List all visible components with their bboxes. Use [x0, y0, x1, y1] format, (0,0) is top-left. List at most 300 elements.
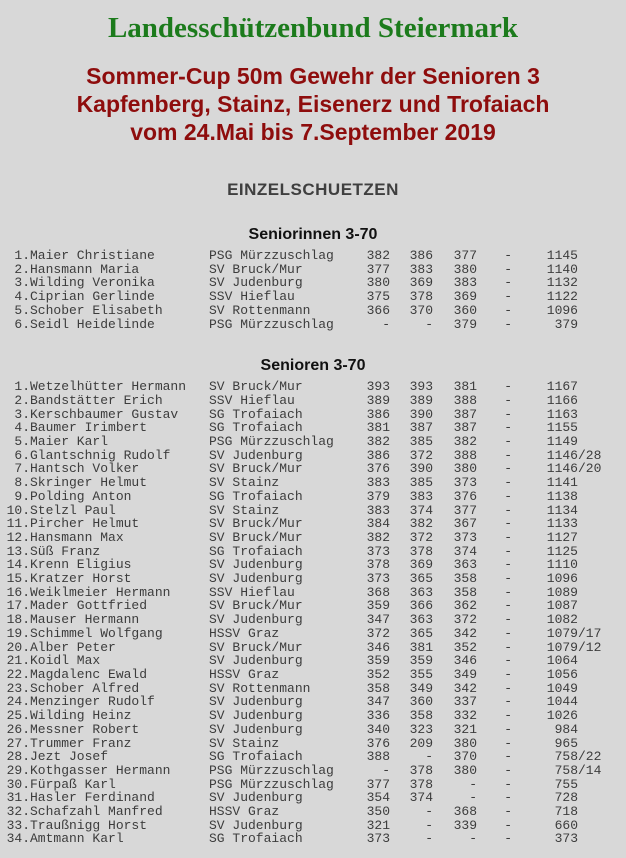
series2-cell: 385: [409, 475, 433, 491]
tiebreak-cell: [578, 476, 626, 490]
series3-cell: 349: [453, 666, 477, 682]
total-cell: 660: [554, 817, 578, 833]
section-heading: Seniorinnen 3-70: [248, 226, 378, 243]
rank-cell: 21.: [6, 653, 30, 669]
results-table: [0, 249, 626, 331]
shooter-name-cell: Amtmann Karl: [30, 831, 124, 847]
series2-cell: 372: [409, 447, 433, 463]
series2-cell: 365: [409, 625, 433, 641]
club-cell: SV Judenburg: [209, 275, 303, 291]
series2-cell: 370: [409, 302, 433, 318]
series3-cell: 387: [453, 406, 477, 422]
total-cell: 1064: [546, 653, 578, 669]
series4-cell: -: [504, 598, 512, 614]
series1-cell: 372: [366, 625, 390, 641]
series2-cell: 366: [409, 598, 433, 614]
tiebreak-cell: [578, 263, 626, 277]
series2-cell: 355: [409, 666, 433, 682]
result-row: [0, 791, 626, 805]
series3-cell: 332: [453, 708, 477, 724]
series1-cell: 376: [366, 735, 390, 751]
series1-cell: 340: [366, 721, 390, 737]
series3-cell: 377: [453, 248, 477, 263]
result-row: [0, 490, 626, 504]
rank-cell: 13.: [6, 543, 30, 559]
club-cell: SV Judenburg: [209, 790, 303, 806]
club-cell: PSG Mürzzuschlag: [209, 434, 334, 450]
series1-cell: 388: [366, 749, 390, 765]
shooter-name-cell: Trummer Franz: [30, 735, 132, 751]
tiebreak-cell: [578, 572, 626, 586]
result-row: [0, 668, 626, 682]
series4-cell: -: [504, 749, 512, 765]
series3-cell: 346: [453, 653, 477, 669]
result-row: [0, 449, 626, 463]
total-cell: 1166: [546, 392, 578, 408]
club-cell: SV Bruck/Mur: [209, 639, 303, 655]
club-cell: SV Judenburg: [209, 612, 303, 628]
series1-cell: 366: [366, 302, 390, 318]
series1-cell: 382: [366, 434, 390, 450]
club-cell: SV Judenburg: [209, 447, 303, 463]
result-row: [0, 682, 626, 696]
club-cell: PSG Mürzzuschlag: [209, 316, 334, 332]
total-cell: 728: [554, 790, 578, 806]
results-page: [0, 12, 626, 846]
tiebreak-cell: [578, 778, 626, 792]
rank-cell: 26.: [6, 721, 30, 737]
series1-cell: 386: [366, 406, 390, 422]
rank-cell: 24.: [6, 694, 30, 710]
series4-cell: -: [504, 420, 512, 436]
result-row: [0, 394, 626, 408]
series4-cell: -: [504, 316, 512, 332]
series1-cell: 358: [366, 680, 390, 696]
total-cell: 1079: [546, 625, 578, 641]
section-heading: Senioren 3-70: [260, 357, 366, 375]
series3-cell: 358: [453, 584, 477, 600]
total-cell: 1149: [546, 434, 578, 450]
series4-cell: -: [504, 275, 512, 291]
series2-cell: 383: [409, 261, 433, 277]
series4-cell: -: [504, 502, 512, 518]
series1-cell: 378: [366, 557, 390, 573]
series2-cell: 393: [409, 379, 433, 395]
result-row: [0, 654, 626, 668]
total-cell: 1140: [546, 261, 578, 277]
series3-cell: -: [469, 831, 477, 847]
club-cell: SV Bruck/Mur: [209, 261, 303, 277]
total-cell: 758: [554, 749, 578, 765]
rank-cell: 19.: [6, 625, 30, 641]
series2-cell: 363: [409, 584, 433, 600]
subtitle-line-3: vom 24.Mai bis 7.September 2019: [130, 119, 496, 145]
result-row: [0, 641, 626, 655]
result-row: [0, 627, 626, 641]
series2-cell: -: [425, 831, 433, 847]
club-cell: SV Bruck/Mur: [209, 529, 303, 545]
total-cell: 1096: [546, 571, 578, 587]
result-row: [0, 476, 626, 490]
shooter-name-cell: Menzinger Rudolf: [30, 694, 155, 710]
series4-cell: -: [504, 447, 512, 463]
rank-cell: 18.: [6, 612, 30, 628]
series1-cell: 381: [366, 420, 390, 436]
total-cell: 718: [554, 804, 578, 820]
series4-cell: -: [504, 516, 512, 532]
club-cell: HSSV Graz: [209, 625, 280, 641]
total-cell: 1122: [546, 289, 578, 305]
series4-cell: -: [504, 694, 512, 710]
series4-cell: -: [504, 461, 512, 477]
rank-cell: 32.: [6, 804, 30, 820]
shooter-name-cell: Ciprian Gerlinde: [30, 289, 155, 305]
series1-cell: 350: [366, 804, 390, 820]
shooter-name-cell: Bandstätter Erich: [30, 392, 163, 408]
club-cell: PSG Mürzzuschlag: [209, 762, 334, 778]
tiebreak-cell: /14: [578, 762, 602, 778]
series2-cell: 390: [409, 406, 433, 422]
series3-cell: 369: [453, 289, 477, 305]
rank-cell: 2.: [14, 261, 30, 277]
result-row: [0, 263, 626, 277]
series1-cell: 376: [366, 461, 390, 477]
shooter-name-cell: Maier Karl: [30, 434, 109, 450]
club-cell: SV Stainz: [209, 735, 280, 751]
tiebreak-cell: /22: [578, 749, 602, 765]
result-row: [0, 276, 626, 290]
result-row: [0, 832, 626, 846]
result-row: [0, 613, 626, 627]
series4-cell: -: [504, 406, 512, 422]
series1-cell: 377: [366, 776, 390, 792]
rank-cell: 11.: [6, 516, 30, 532]
shooter-name-cell: Wetzelhütter Hermann: [30, 379, 187, 395]
shooter-name-cell: Glantschnig Rudolf: [30, 447, 171, 463]
shooter-name-cell: Seidl Heidelinde: [30, 316, 155, 332]
series1-cell: 368: [366, 584, 390, 600]
club-cell: PSG Mürzzuschlag: [209, 248, 334, 263]
total-cell: 1049: [546, 680, 578, 696]
shooter-name-cell: Hansmann Maria: [30, 261, 140, 277]
total-cell: 1127: [546, 529, 578, 545]
tiebreak-cell: [578, 819, 626, 833]
tiebreak-cell: [578, 832, 626, 846]
shooter-name-cell: Kerschbaumer Gustav: [30, 406, 179, 422]
series4-cell: -: [504, 529, 512, 545]
tiebreak-cell: [578, 290, 626, 304]
shooter-name-cell: Schober Elisabeth: [30, 302, 163, 318]
tiebreak-cell: [578, 531, 626, 545]
club-cell: SV Rottenmann: [209, 302, 311, 318]
tiebreak-cell: [578, 545, 626, 559]
series2-cell: 360: [409, 694, 433, 710]
rank-cell: 15.: [6, 571, 30, 587]
series3-cell: 363: [453, 557, 477, 573]
series3-cell: 380: [453, 735, 477, 751]
tiebreak-cell: [578, 421, 626, 435]
shooter-name-cell: Skringer Helmut: [30, 475, 148, 491]
series4-cell: -: [504, 762, 512, 778]
club-cell: HSSV Graz: [209, 804, 280, 820]
series3-cell: 368: [453, 804, 477, 820]
series3-cell: 387: [453, 420, 477, 436]
series4-cell: -: [504, 817, 512, 833]
total-cell: 755: [554, 776, 578, 792]
total-cell: 758: [554, 762, 578, 778]
total-cell: 1163: [546, 406, 578, 422]
result-row: [0, 819, 626, 833]
series1-cell: 373: [366, 571, 390, 587]
club-cell: SG Trofaiach: [209, 488, 303, 504]
rank-cell: 5.: [14, 302, 30, 318]
tiebreak-cell: [578, 249, 626, 263]
club-cell: SV Judenburg: [209, 708, 303, 724]
club-cell: SG Trofaiach: [209, 749, 303, 765]
series1-cell: 373: [366, 543, 390, 559]
series1-cell: 382: [366, 248, 390, 263]
series2-cell: 389: [409, 392, 433, 408]
series2-cell: 378: [409, 762, 433, 778]
series2-cell: 363: [409, 612, 433, 628]
series2-cell: 374: [409, 790, 433, 806]
series3-cell: 383: [453, 275, 477, 291]
club-cell: SSV Hieflau: [209, 584, 295, 600]
total-cell: 1096: [546, 302, 578, 318]
series2-cell: 390: [409, 461, 433, 477]
shooter-name-cell: Polding Anton: [30, 488, 132, 504]
result-row: [0, 586, 626, 600]
result-row: [0, 764, 626, 778]
series2-cell: 349: [409, 680, 433, 696]
rank-cell: 16.: [6, 584, 30, 600]
shooter-name-cell: Schimmel Wolfgang: [30, 625, 163, 641]
series4-cell: -: [504, 639, 512, 655]
series3-cell: 360: [453, 302, 477, 318]
series1-cell: 336: [366, 708, 390, 724]
results-section: [0, 356, 626, 846]
series2-cell: 386: [409, 248, 433, 263]
rank-cell: 10.: [6, 502, 30, 518]
club-cell: SG Trofaiach: [209, 406, 303, 422]
tiebreak-cell: /28: [578, 447, 602, 463]
series4-cell: -: [504, 680, 512, 696]
rank-cell: 20.: [6, 639, 30, 655]
tiebreak-cell: [578, 791, 626, 805]
shooter-name-cell: Schafzahl Manfred: [30, 804, 163, 820]
shooter-name-cell: Jezt Josef: [30, 749, 109, 765]
result-row: [0, 599, 626, 613]
series2-cell: 372: [409, 529, 433, 545]
total-cell: 1167: [546, 379, 578, 395]
rank-cell: 29.: [6, 762, 30, 778]
series3-cell: 374: [453, 543, 477, 559]
series1-cell: 380: [366, 275, 390, 291]
result-row: [0, 504, 626, 518]
series4-cell: -: [504, 625, 512, 641]
series3-cell: -: [469, 776, 477, 792]
total-cell: 965: [554, 735, 578, 751]
series4-cell: -: [504, 261, 512, 277]
series4-cell: -: [504, 379, 512, 395]
results-sections: [0, 225, 626, 846]
series1-cell: 383: [366, 475, 390, 491]
series3-cell: 373: [453, 475, 477, 491]
result-row: [0, 380, 626, 394]
total-cell: 984: [554, 721, 578, 737]
tiebreak-cell: [578, 435, 626, 449]
series2-cell: 385: [409, 434, 433, 450]
shooter-name-cell: Fürpaß Karl: [30, 776, 116, 792]
tiebreak-cell: [578, 380, 626, 394]
series2-cell: 209: [409, 735, 433, 751]
series4-cell: -: [504, 543, 512, 559]
series4-cell: -: [504, 392, 512, 408]
rank-cell: 31.: [6, 790, 30, 806]
tiebreak-cell: [578, 668, 626, 682]
tiebreak-cell: [578, 586, 626, 600]
series4-cell: -: [504, 289, 512, 305]
shooter-name-cell: Wilding Heinz: [30, 708, 132, 724]
club-cell: SG Trofaiach: [209, 543, 303, 559]
series4-cell: -: [504, 776, 512, 792]
rank-cell: 1.: [14, 248, 30, 263]
shooter-name-cell: Hantsch Volker: [30, 461, 140, 477]
total-cell: 1056: [546, 666, 578, 682]
result-row: [0, 421, 626, 435]
club-cell: SV Stainz: [209, 502, 280, 518]
series1-cell: 354: [366, 790, 390, 806]
shooter-name-cell: Baumer Irimbert: [30, 420, 148, 436]
total-cell: 1026: [546, 708, 578, 724]
tiebreak-cell: [578, 517, 626, 531]
list-heading: EINZELSCHUETZEN: [227, 180, 399, 199]
result-row: [0, 435, 626, 449]
series4-cell: -: [504, 302, 512, 318]
rank-cell: 7.: [14, 461, 30, 477]
series3-cell: 380: [453, 762, 477, 778]
series1-cell: 382: [366, 529, 390, 545]
result-row: [0, 462, 626, 476]
club-cell: SV Bruck/Mur: [209, 379, 303, 395]
tiebreak-cell: [578, 504, 626, 518]
series2-cell: 323: [409, 721, 433, 737]
shooter-name-cell: Krenn Eligius: [30, 557, 132, 573]
series2-cell: 378: [409, 543, 433, 559]
club-cell: SV Bruck/Mur: [209, 516, 303, 532]
shooter-name-cell: Wilding Veronika: [30, 275, 155, 291]
total-cell: 1141: [546, 475, 578, 491]
series3-cell: 382: [453, 434, 477, 450]
results-table: [0, 380, 626, 846]
series2-cell: 358: [409, 708, 433, 724]
rank-cell: 23.: [6, 680, 30, 696]
club-cell: SSV Hieflau: [209, 392, 295, 408]
result-row: [0, 304, 626, 318]
series3-cell: 342: [453, 680, 477, 696]
shooter-name-cell: Magdalenc Ewald: [30, 666, 148, 682]
rank-cell: 4.: [14, 289, 30, 305]
result-row: [0, 737, 626, 751]
club-cell: SV Judenburg: [209, 694, 303, 710]
series4-cell: -: [504, 488, 512, 504]
series3-cell: 388: [453, 392, 477, 408]
series1-cell: 383: [366, 502, 390, 518]
tiebreak-cell: [578, 709, 626, 723]
total-cell: 379: [554, 316, 578, 332]
rank-cell: 4.: [14, 420, 30, 436]
result-row: [0, 318, 626, 332]
result-row: [0, 723, 626, 737]
event-subtitle: [0, 62, 626, 146]
club-cell: SV Judenburg: [209, 571, 303, 587]
total-cell: 373: [554, 831, 578, 847]
series3-cell: 373: [453, 529, 477, 545]
tiebreak-cell: [578, 408, 626, 422]
series1-cell: 359: [366, 653, 390, 669]
tiebreak-cell: /17: [578, 625, 602, 641]
club-cell: SSV Hieflau: [209, 289, 295, 305]
result-row: [0, 531, 626, 545]
result-row: [0, 695, 626, 709]
series2-cell: -: [425, 817, 433, 833]
shooter-name-cell: Schober Alfred: [30, 680, 140, 696]
shooter-name-cell: Traußnigg Horst: [30, 817, 148, 833]
series3-cell: 370: [453, 749, 477, 765]
rank-cell: 12.: [6, 529, 30, 545]
shooter-name-cell: Mader Gottfried: [30, 598, 148, 614]
series3-cell: 376: [453, 488, 477, 504]
series3-cell: 380: [453, 261, 477, 277]
total-cell: 1044: [546, 694, 578, 710]
tiebreak-cell: [578, 394, 626, 408]
tiebreak-cell: [578, 654, 626, 668]
series1-cell: 375: [366, 289, 390, 305]
series4-cell: -: [504, 475, 512, 491]
shooter-name-cell: Alber Peter: [30, 639, 116, 655]
tiebreak-cell: [578, 613, 626, 627]
tiebreak-cell: [578, 682, 626, 696]
shooter-name-cell: Stelzl Paul: [30, 502, 116, 518]
series1-cell: 346: [366, 639, 390, 655]
result-row: [0, 572, 626, 586]
tiebreak-cell: [578, 318, 626, 332]
rank-cell: 25.: [6, 708, 30, 724]
series2-cell: -: [425, 804, 433, 820]
series4-cell: -: [504, 831, 512, 847]
series3-cell: 380: [453, 461, 477, 477]
series3-cell: 367: [453, 516, 477, 532]
page-title: Landesschützenbund Steiermark: [107, 12, 519, 44]
total-cell: 1155: [546, 420, 578, 436]
result-row: [0, 778, 626, 792]
shooter-name-cell: Koidl Max: [30, 653, 101, 669]
tiebreak-cell: [578, 805, 626, 819]
rank-cell: 6.: [14, 447, 30, 463]
shooter-name-cell: Pircher Helmut: [30, 516, 140, 532]
series1-cell: 384: [366, 516, 390, 532]
results-section: [0, 225, 626, 331]
club-cell: SG Trofaiach: [209, 831, 303, 847]
club-cell: PSG Mürzzuschlag: [209, 776, 334, 792]
total-cell: 1082: [546, 612, 578, 628]
tiebreak-cell: [578, 490, 626, 504]
shooter-name-cell: Weiklmeier Hermann: [30, 584, 171, 600]
series3-cell: 339: [453, 817, 477, 833]
result-row: [0, 750, 626, 764]
result-row: [0, 545, 626, 559]
rank-cell: 2.: [14, 392, 30, 408]
